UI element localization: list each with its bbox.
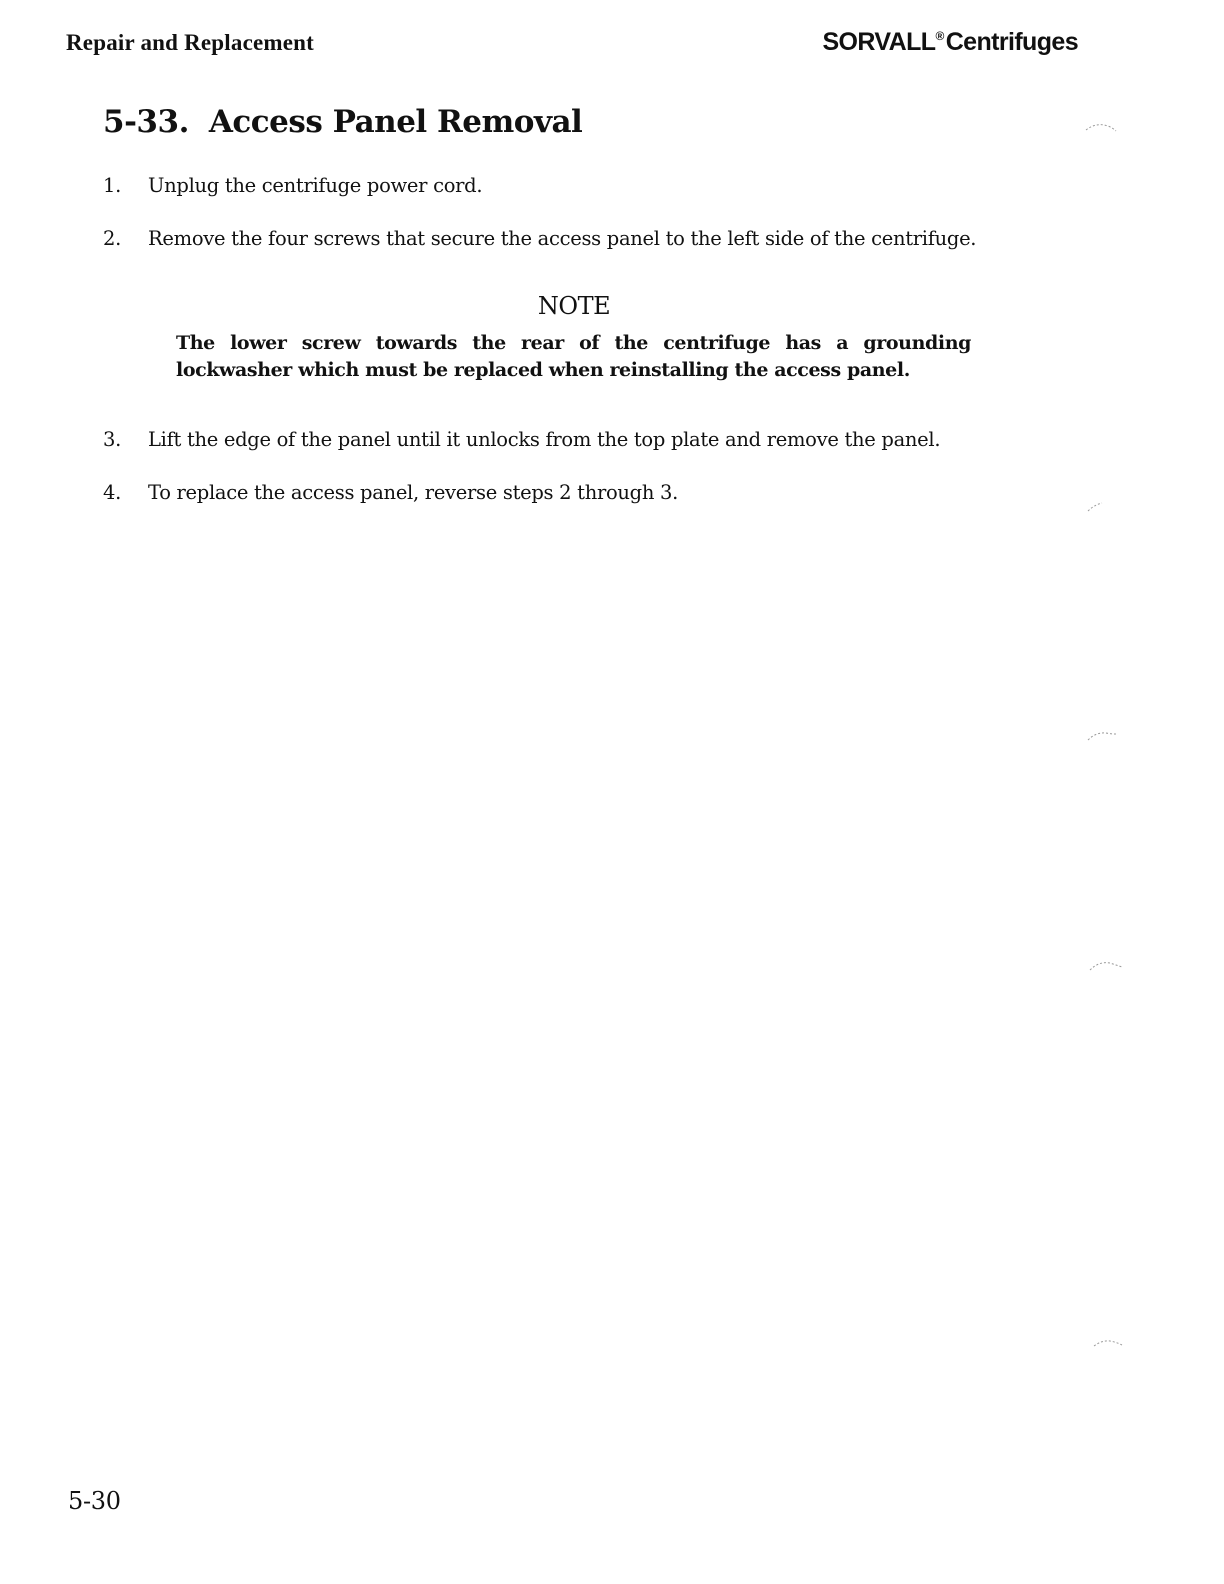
scan-mark-decoration <box>1082 497 1122 517</box>
note-text: The lower screw towards the rear of the centrifuge has a grounding lockwasher which must be replaced when reinstalling the access panel. <box>176 332 971 381</box>
scan-mark-decoration <box>1090 1334 1130 1354</box>
product-name: Centrifuges <box>945 28 1078 56</box>
step-text: Remove the four screws that secure the access panel to the left side of the centrifuge. <box>148 227 977 250</box>
scan-mark-decoration <box>1086 957 1126 977</box>
step-number: 3. <box>103 428 122 451</box>
step-number: 1. <box>103 174 122 197</box>
step-item <box>103 227 976 250</box>
section-title: Access Panel Removal <box>208 104 583 140</box>
step-number: 4. <box>103 481 122 504</box>
section-heading <box>103 104 582 140</box>
step-item <box>103 174 482 197</box>
note-heading: NOTE <box>537 292 611 320</box>
scan-mark-decoration <box>1082 118 1122 138</box>
page-number: 5-30 <box>68 1487 121 1515</box>
step-text: Lift the edge of the panel until it unlocks from the top plate and remove the panel. <box>148 428 941 451</box>
registered-mark: ® <box>935 29 944 43</box>
step-text: To replace the access panel, reverse steps 2 through 3. <box>148 481 679 504</box>
step-item <box>103 428 940 451</box>
section-number: 5-33. <box>103 104 189 140</box>
running-header-section: Repair and Replacement <box>66 30 315 55</box>
step-number: 2. <box>103 227 122 250</box>
step-item <box>103 481 678 504</box>
scan-mark-decoration <box>1084 726 1124 746</box>
brand-name: SORVALL <box>822 28 936 56</box>
running-header-product <box>822 28 1078 57</box>
step-text: Unplug the centrifuge power cord. <box>148 174 483 197</box>
